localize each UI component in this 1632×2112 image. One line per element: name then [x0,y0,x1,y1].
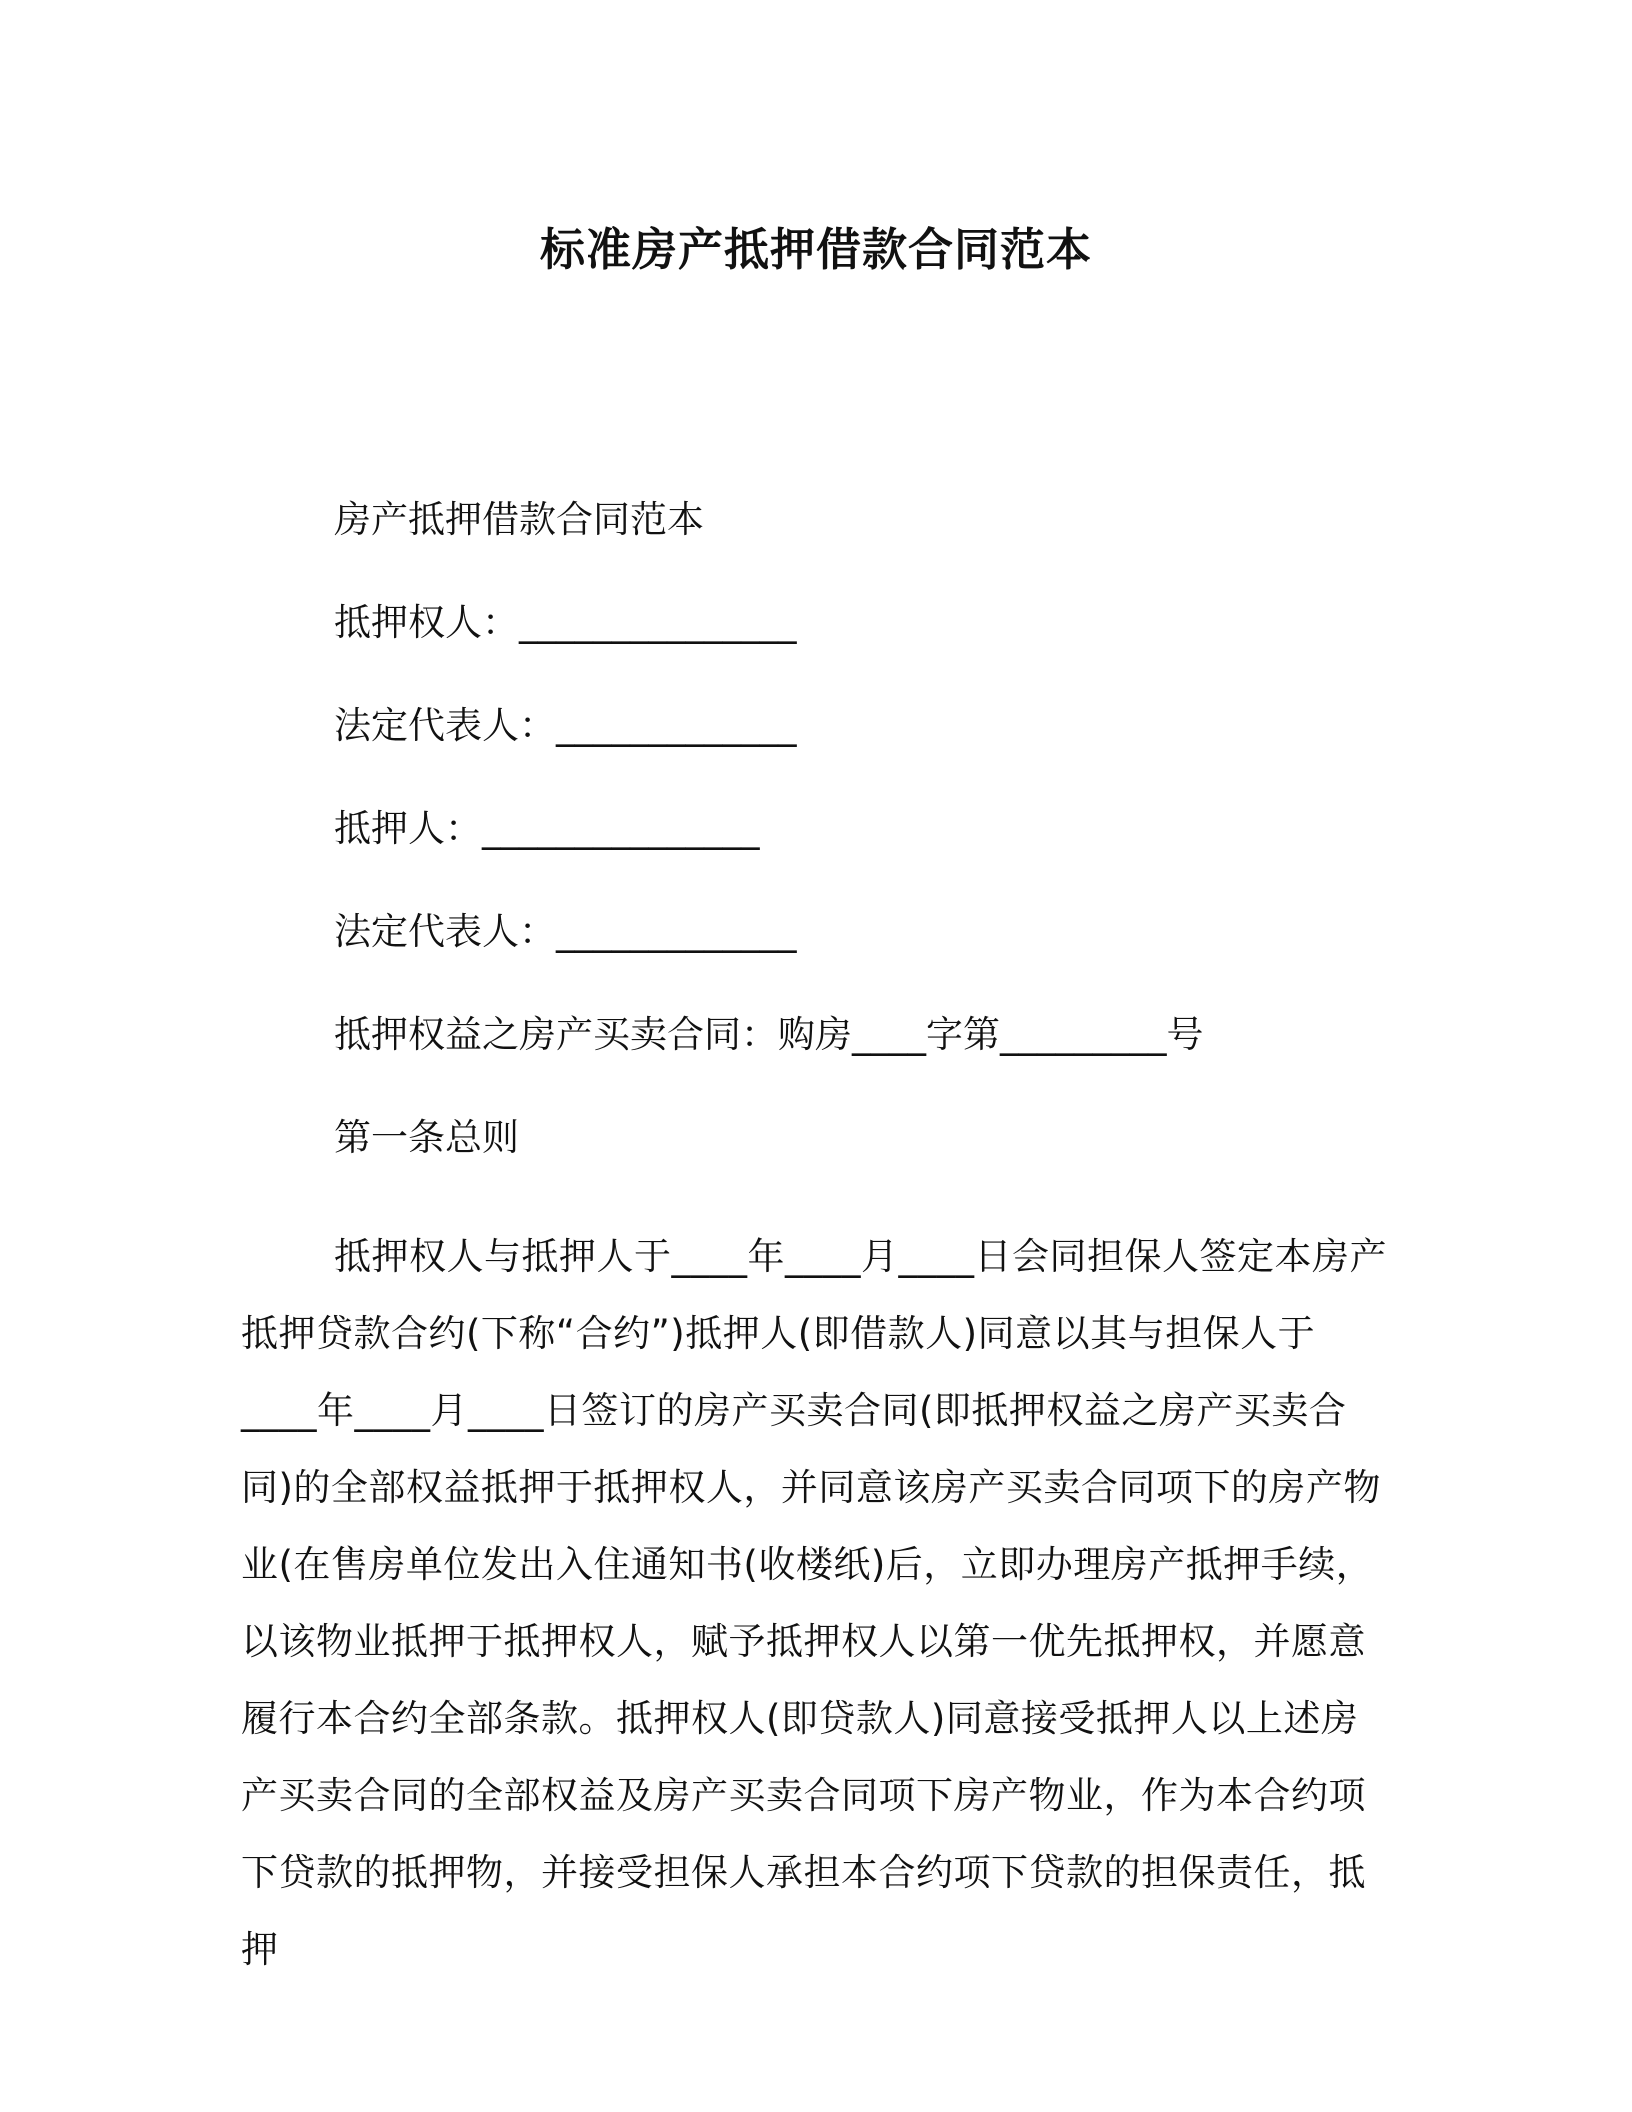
legal-representative-field-2: 法定代表人：_____________ [334,910,797,953]
contract-reference-field: 抵押权益之房产买卖合同：购房____字第_________号 [334,1013,1204,1056]
section-heading: 第一条总则 [334,1116,519,1159]
document-title: 标准房产抵押借款合同范本 [539,223,1092,276]
mortgagor-field: 抵押人：_______________ [334,807,760,850]
mortgagee-field: 抵押权人：_______________ [334,601,797,644]
document-subtitle: 房产抵押借款合同范本 [334,498,704,541]
legal-representative-field-1: 法定代表人：_____________ [334,704,797,747]
article-one-paragraph: 抵押权人与抵押人于____年____月____日会同担保人签定本房产抵押贷款合约(下称“合约”)抵押人(即借款人)同意以其与担保人于____年____月____日签订的房产买卖合同(即抵押权益之房产买卖合同)的全部权益抵押于抵押权人，并同意该房产买卖合同项下的房产物业(在售房单位发出入住通知书(收楼纸)后，立即办理房产抵押手续，以该物业抵押于抵押权人，赋予抵押权人以第一优先抵押权，并愿意履行本合约全部条款。抵押权人(即贷款人)同意接受抵押人以上述房产买卖合同的全部权益及房产买卖合同项下房产物业，作为本合约项下贷款的抵押物，并接受担保人承担本合约项下贷款的担保责任，抵押 [241,1235,1387,1971]
